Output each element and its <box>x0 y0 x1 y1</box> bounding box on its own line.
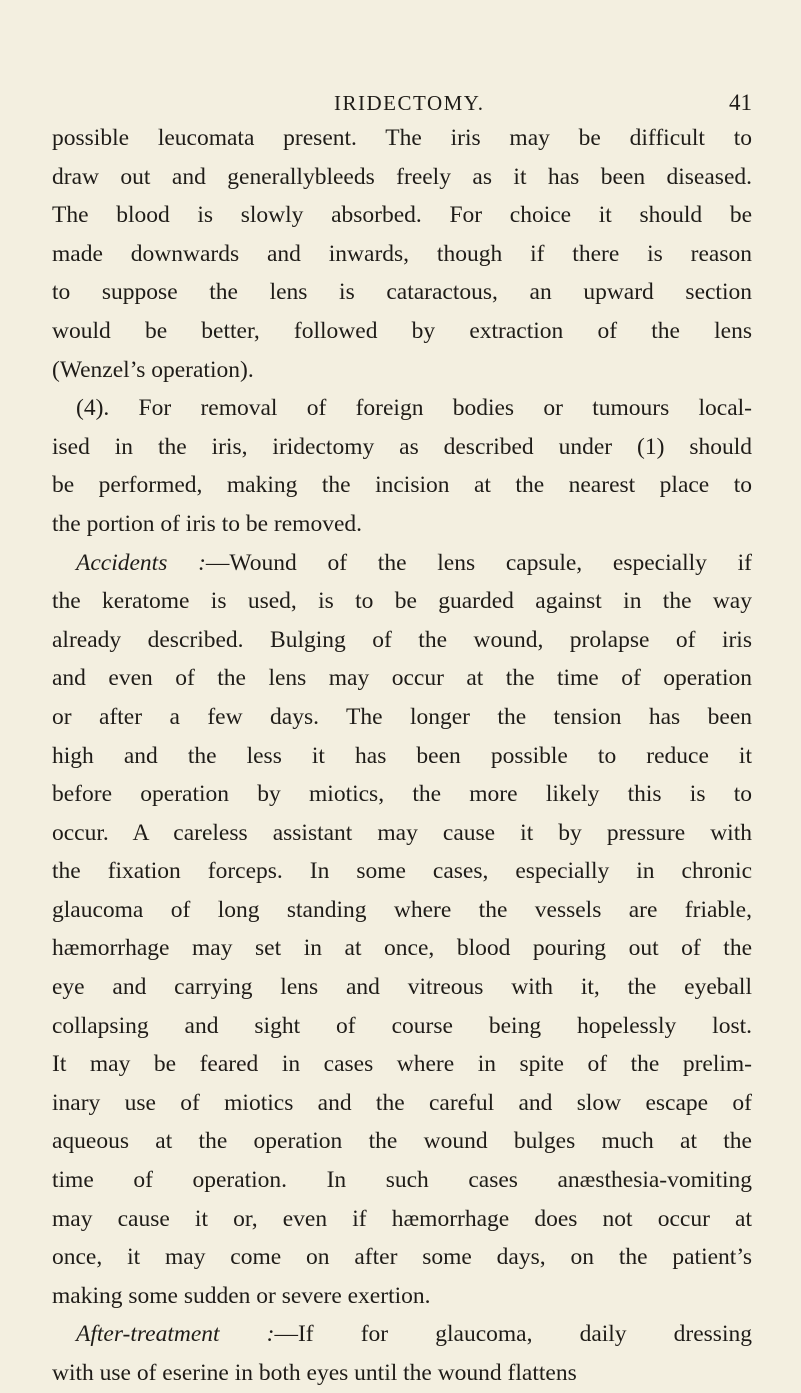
text-line: (Wenzel’s operation). <box>52 356 254 383</box>
text-line: eye and carrying lens and vitreous with it, the eyeball <box>52 974 752 1001</box>
section-lead: Accidents : <box>76 549 206 576</box>
text-line: aqueous at the operation the wound bulges much at the <box>52 1128 752 1155</box>
text-line: with use of eserine in both eyes until the wound flattens <box>52 1360 577 1386</box>
text-line: draw out and generallybleeds freely as it has been diseased. <box>52 163 752 190</box>
text-line: The blood is slowly absorbed. For choice it should be <box>52 202 752 229</box>
text-line: once, it may come on after some days, on the patient’s <box>52 1244 752 1271</box>
text-line: or after a few days. The longer the tension has been <box>52 703 752 730</box>
text-line: (4). For removal of foreign bodies or tumours local- <box>76 395 752 422</box>
text-line-italic-lead: After-treatment :—If for glaucoma, daily dressing <box>76 1321 752 1348</box>
text-line: the fixation forceps. In some cases, especially in chronic <box>52 858 752 885</box>
text-line: hæmorrhage may set in at once, blood pouring out of the <box>52 935 752 962</box>
text-line: collapsing and sight of course being hopelessly lost. <box>52 1012 752 1039</box>
text-line: already described. Bulging of the wound, prolapse of iris <box>52 626 752 653</box>
text-line: time of operation. In such cases anæsthesia-vomiting <box>52 1167 752 1194</box>
text-line: making some sudden or severe exertion. <box>52 1282 431 1309</box>
text-line: the keratome is used, is to be guarded against in the way <box>52 588 752 615</box>
body-text <box>52 119 752 1393</box>
running-title: IRIDECTOMY. <box>334 91 485 115</box>
text-line: would be better, followed by extraction of the lens <box>52 317 752 344</box>
text-line: ised in the iris, iridectomy as described under (1) should <box>52 433 752 460</box>
text-line: and even of the lens may occur at the time of operation <box>52 665 752 692</box>
text-line: It may be feared in cases where in spite of the prelim- <box>52 1051 752 1078</box>
text-line: before operation by miotics, the more likely this is to <box>52 781 752 808</box>
text-line: high and the less it has been possible to reduce it <box>52 742 752 769</box>
text-line: to suppose the lens is cataractous, an upward section <box>52 279 752 306</box>
text-line: glaucoma of long standing where the vessels are friable, <box>52 896 752 923</box>
section-lead: After-treatment : <box>76 1321 275 1348</box>
text-line: the portion of iris to be removed. <box>52 510 362 537</box>
text-line: may cause it or, even if hæmorrhage does not occur at <box>52 1205 752 1232</box>
page-number: 41 <box>729 90 752 115</box>
text-line: occur. A careless assistant may cause it by pressure with <box>52 819 752 846</box>
text-line: inary use of miotics and the careful and slow escape of <box>52 1089 752 1116</box>
text-line: made downwards and inwards, though if there is reason <box>52 240 752 267</box>
running-header <box>52 86 752 120</box>
text-line-italic-lead: Accidents :—Wound of the lens capsule, especially if <box>76 549 752 576</box>
text-line: possible leucomata present. The iris may be difficult to <box>52 125 752 151</box>
text-line: be performed, making the incision at the nearest place to <box>52 472 752 499</box>
